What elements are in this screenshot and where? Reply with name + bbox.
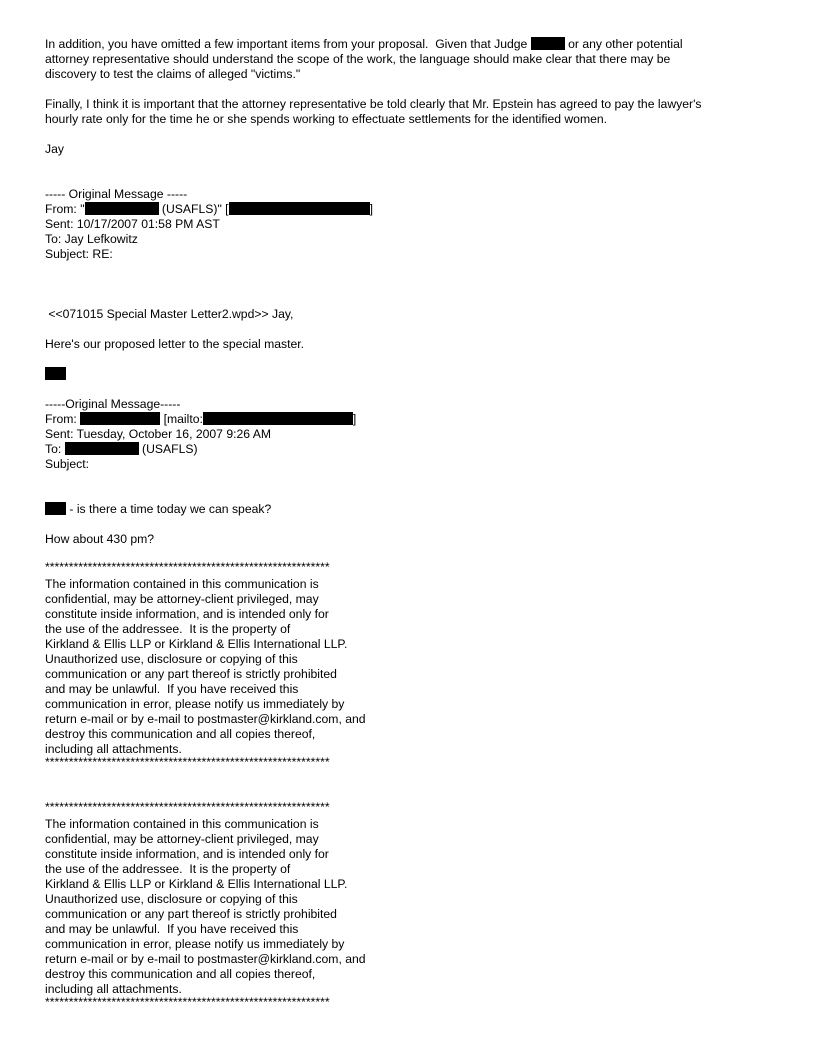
disclaimer2-stars-bottom: ************************************************************: [45, 995, 330, 1009]
disclaimer2-line: the use of the addressee. It is the property of: [45, 862, 291, 876]
original2-mailto: [mailto:: [160, 412, 203, 426]
original2-to-org: (USAFLS): [138, 442, 198, 456]
disclaimer1-line: the use of the addressee. It is the property of: [45, 622, 291, 636]
disclaimer1-line: The information contained in this communication is: [45, 577, 319, 591]
signoff: Jay: [45, 142, 64, 156]
question-line: [45, 502, 271, 517]
proposed-letter-line: Here's our proposed letter to the special master.: [45, 337, 305, 351]
disclaimer2-line: Unauthorized use, disclosure or copying of this: [45, 892, 298, 906]
para1-line1-text-b: or any other potential: [564, 37, 683, 51]
disclaimer1-line: destroy this communication and all copies thereof,: [45, 727, 316, 741]
disclaimer2-line: communication or any part thereof is strictly prohibited: [45, 907, 337, 921]
time-line: How about 430 pm?: [45, 532, 155, 546]
disclaimer1-line: including all attachments.: [45, 742, 182, 756]
disclaimer2-line: including all attachments.: [45, 982, 182, 996]
para1-line1-text-a: In addition, you have omitted a few important items from your proposal. Given that Judge: [45, 37, 531, 51]
original-message-header: ----- Original Message -----: [45, 187, 188, 201]
original1-from-label: From: ": [45, 202, 85, 216]
disclaimer2-line: Kirkland & Ellis LLP or Kirkland & Ellis International LLP.: [45, 877, 348, 891]
original2-to-label: To:: [45, 442, 65, 456]
original1-to: To: Jay Lefkowitz: [45, 232, 138, 246]
para1-line3: discovery to test the claims of alleged "victims.": [45, 67, 301, 81]
redaction-block: [85, 202, 159, 215]
question-text: - is there a time today we can speak?: [66, 502, 272, 516]
redaction-block: [203, 412, 353, 425]
original1-from-close: ]: [369, 202, 373, 216]
disclaimer1-line: and may be unlawful. If you have received this: [45, 682, 299, 696]
para2-line1: Finally, I think it is important that the attorney representative be told clearly that Mr. Epstein has agreed to pay the lawyer's: [45, 97, 702, 111]
original1-from: [45, 202, 373, 217]
para1-line2: attorney representative should understand the scope of the work, the language should make clear that there may be: [45, 52, 671, 66]
original2-from-close: ]: [352, 412, 357, 426]
disclaimer2-line: The information contained in this communication is: [45, 817, 319, 831]
redaction-block: [45, 367, 66, 380]
redaction-block: [65, 442, 139, 455]
disclaimer2-line: constitute inside information, and is intended only for: [45, 847, 329, 861]
original1-subject: Subject: RE:: [45, 247, 113, 261]
disclaimer1-line: communication or any part thereof is strictly prohibited: [45, 667, 337, 681]
redaction-block: [229, 202, 370, 215]
disclaimer1-line: communication in error, please notify us immediately by: [45, 697, 345, 711]
disclaimer1-line: constitute inside information, and is intended only for: [45, 607, 329, 621]
original2-sent: Sent: Tuesday, October 16, 2007 9:26 AM: [45, 427, 272, 441]
disclaimer2-line: and may be unlawful. If you have received this: [45, 922, 299, 936]
para1-line1: [45, 37, 683, 52]
original1-from-org: (USAFLS)" [: [158, 202, 229, 216]
disclaimer1-line: return e-mail or by e-mail to postmaster@kirkland.com, and: [45, 712, 366, 726]
disclaimer1-stars-top: ************************************************************: [45, 560, 330, 574]
original2-from: [45, 412, 356, 427]
disclaimer1-line: Kirkland & Ellis LLP or Kirkland & Ellis International LLP.: [45, 637, 348, 651]
original2-subject: Subject:: [45, 457, 90, 471]
original2-header: -----Original Message-----: [45, 397, 181, 411]
para2-line2: hourly rate only for the time he or she spends working to effectuate settlements for the identified women.: [45, 112, 608, 126]
attachment-line: <<071015 Special Master Letter2.wpd>> Jay,: [45, 307, 294, 321]
disclaimer1-line: confidential, may be attorney-client privileged, may: [45, 592, 319, 606]
redaction-block: [80, 412, 160, 425]
original2-to: [45, 442, 198, 457]
disclaimer2-line: confidential, may be attorney-client privileged, may: [45, 832, 319, 846]
redaction-block: [531, 37, 565, 50]
disclaimer1-line: Unauthorized use, disclosure or copying of this: [45, 652, 298, 666]
disclaimer1-stars-bottom: ************************************************************: [45, 755, 330, 769]
disclaimer2-line: destroy this communication and all copies thereof,: [45, 967, 316, 981]
redacted-sender-line: [45, 367, 66, 382]
redaction-block: [45, 502, 66, 515]
disclaimer2-stars-top: ************************************************************: [45, 800, 330, 814]
original1-sent: Sent: 10/17/2007 01:58 PM AST: [45, 217, 220, 231]
original2-from-label: From:: [45, 412, 81, 426]
disclaimer2-line: communication in error, please notify us immediately by: [45, 937, 345, 951]
disclaimer2-line: return e-mail or by e-mail to postmaster@kirkland.com, and: [45, 952, 366, 966]
